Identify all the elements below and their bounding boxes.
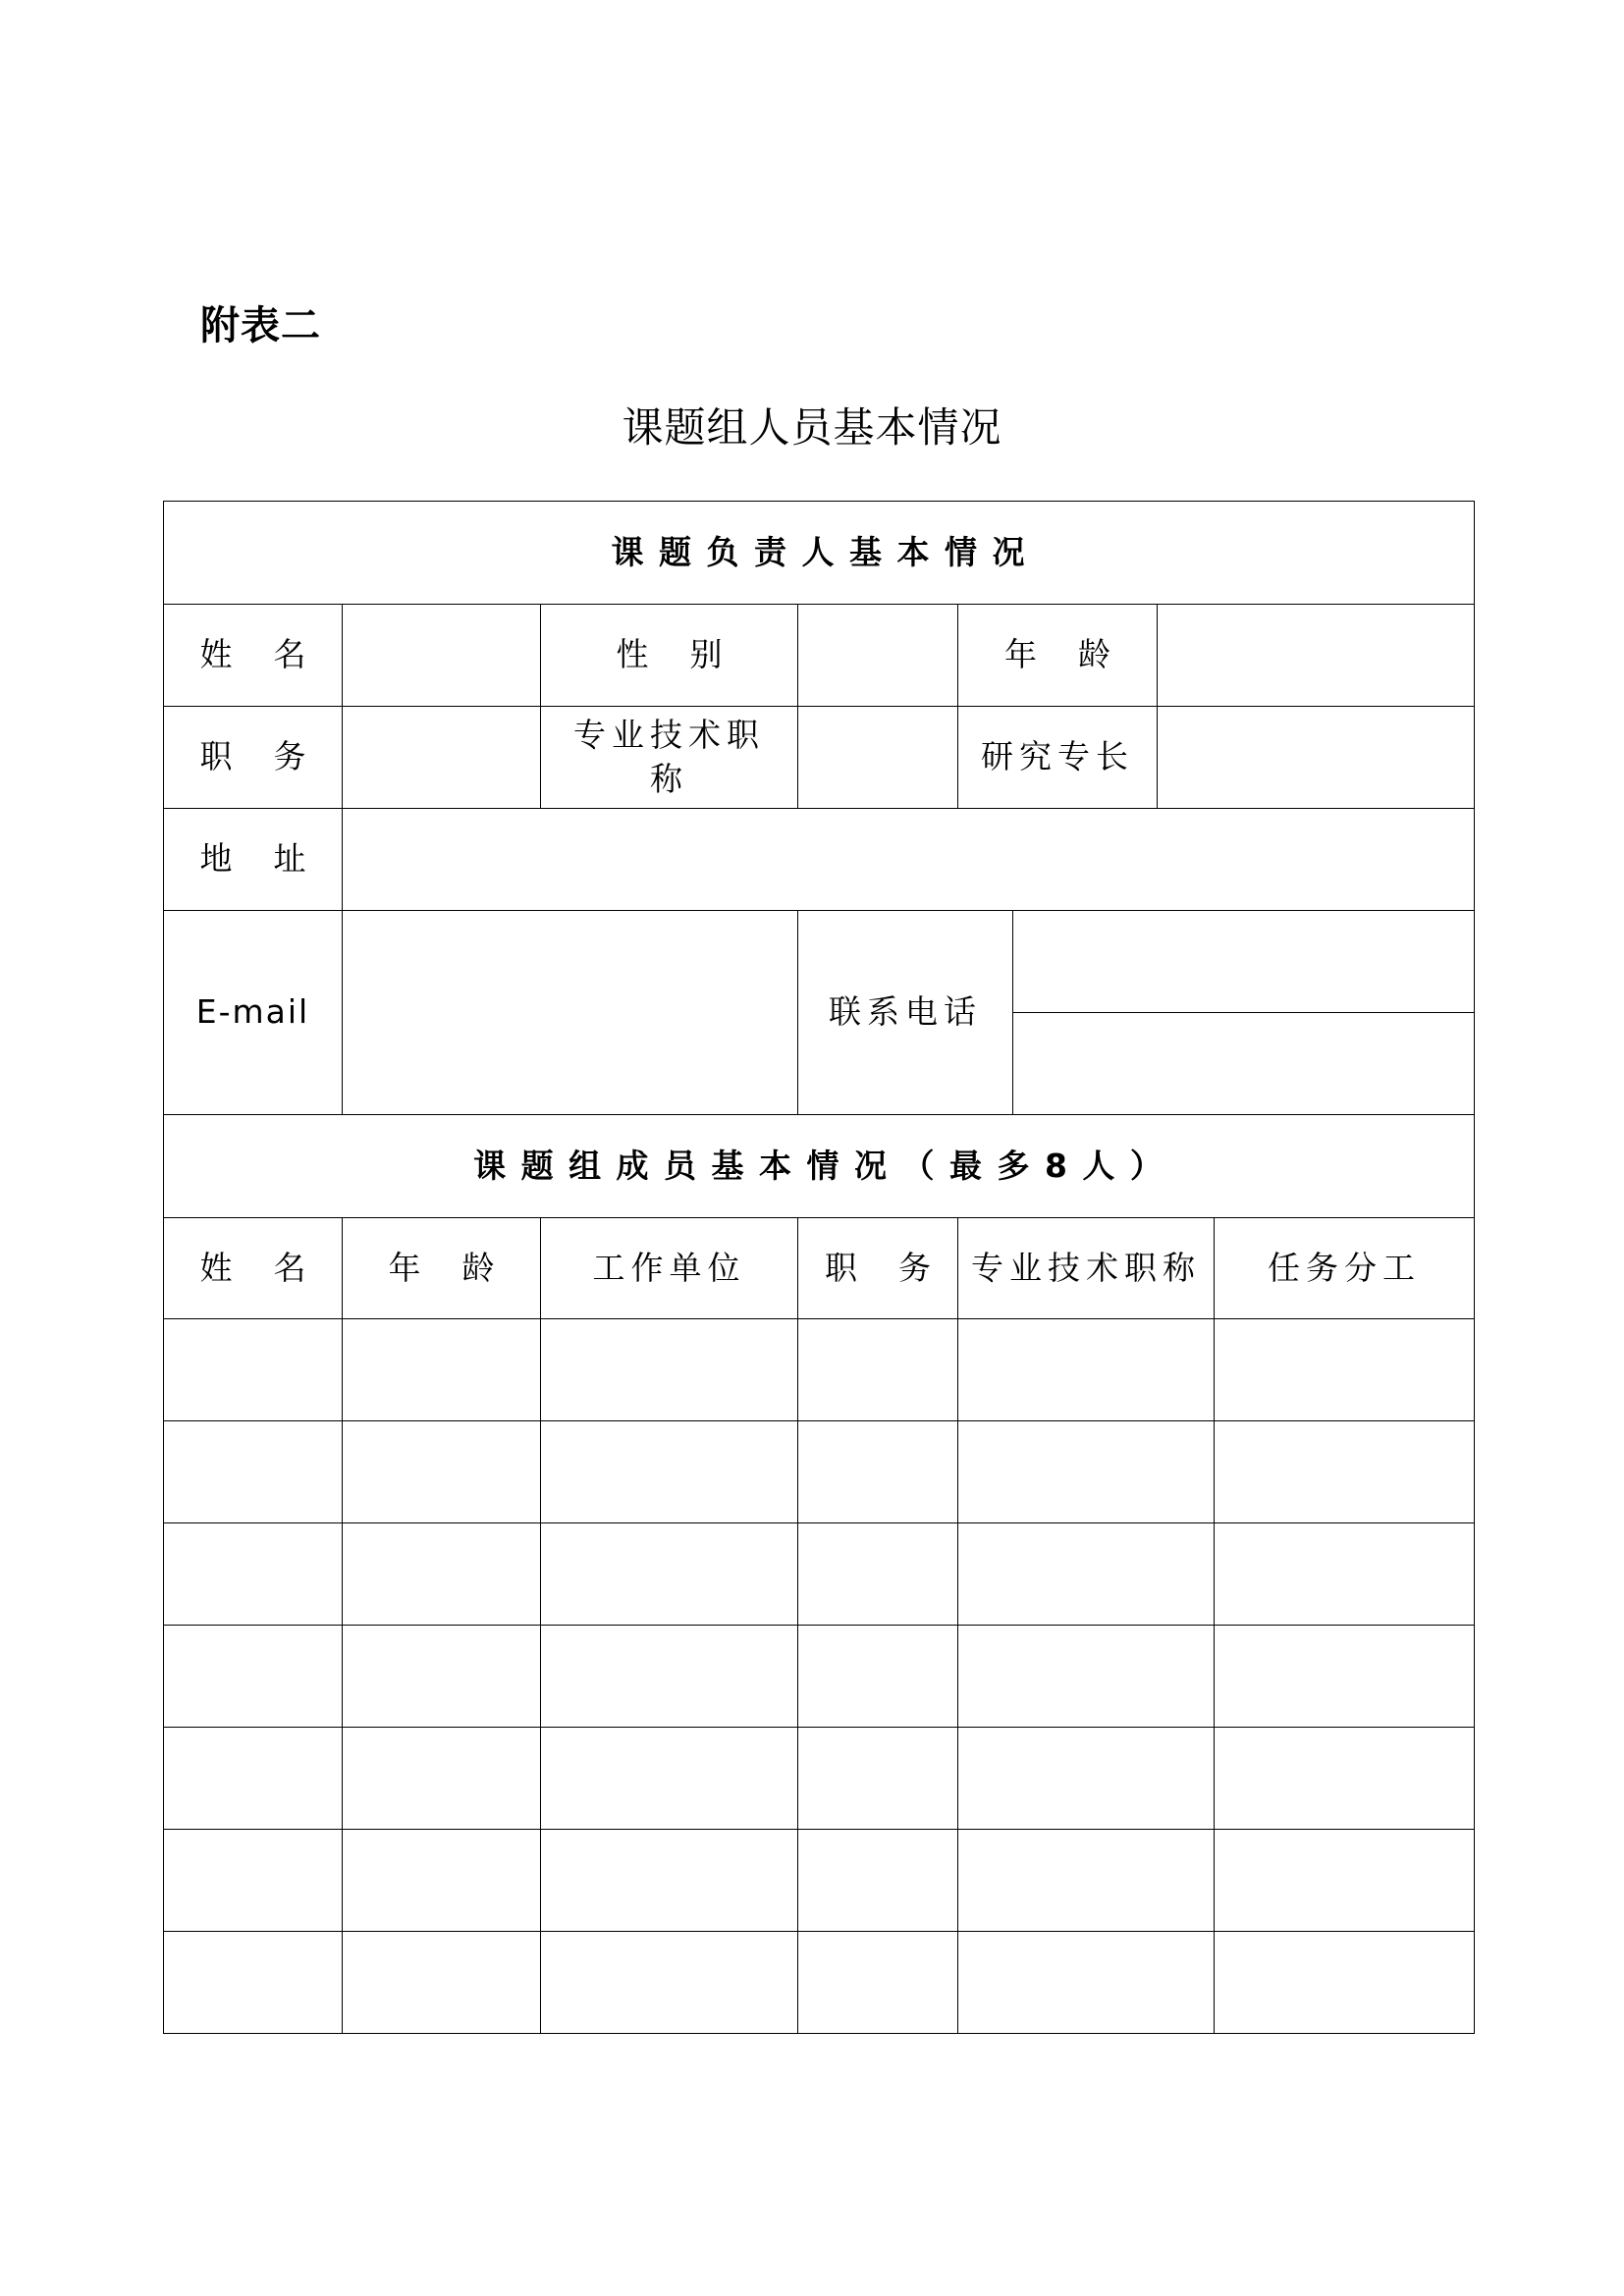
member-age-cell[interactable] bbox=[343, 1626, 541, 1728]
member-row bbox=[164, 1319, 1475, 1421]
member-position-cell[interactable] bbox=[798, 1932, 958, 2034]
member-tech-title-cell[interactable] bbox=[958, 1319, 1215, 1421]
leader-section-heading: 课 题 负 责 人 基 本 情 况 bbox=[164, 502, 1475, 605]
member-workplace-cell[interactable] bbox=[541, 1319, 798, 1421]
member-age-cell[interactable] bbox=[343, 1523, 541, 1626]
leader-gender-cell[interactable] bbox=[798, 605, 958, 707]
member-tech-title-cell[interactable] bbox=[958, 1932, 1215, 2034]
leader-research-label: 研究专长 bbox=[958, 707, 1158, 809]
members-section-heading: 课 题 组 成 员 基 本 情 况 （ 最 多 8 人 ） bbox=[164, 1115, 1475, 1218]
member-tech-title-cell[interactable] bbox=[958, 1728, 1215, 1830]
member-task-cell[interactable] bbox=[1215, 1728, 1475, 1830]
member-task-cell[interactable] bbox=[1215, 1421, 1475, 1523]
member-task-cell[interactable] bbox=[1215, 1932, 1475, 2034]
member-position-cell[interactable] bbox=[798, 1830, 958, 1932]
member-row bbox=[164, 1830, 1475, 1932]
member-row bbox=[164, 1728, 1475, 1830]
member-position-cell[interactable] bbox=[798, 1728, 958, 1830]
appendix-label: 附表二 bbox=[200, 303, 321, 348]
leader-address-label: 地 址 bbox=[164, 809, 343, 911]
member-workplace-cell[interactable] bbox=[541, 1830, 798, 1932]
leader-name-cell[interactable] bbox=[343, 605, 541, 707]
member-name-cell[interactable] bbox=[164, 1932, 343, 2034]
member-position-cell[interactable] bbox=[798, 1523, 958, 1626]
member-name-cell[interactable] bbox=[164, 1421, 343, 1523]
page-title: 课题组人员基本情况 bbox=[622, 403, 1002, 452]
col-header-age: 年 龄 bbox=[343, 1218, 541, 1319]
member-row bbox=[164, 1932, 1475, 2034]
member-position-cell[interactable] bbox=[798, 1319, 958, 1421]
col-header-tech-title: 专业技术职称 bbox=[958, 1218, 1215, 1319]
leader-position-label: 职 务 bbox=[164, 707, 343, 809]
member-workplace-cell[interactable] bbox=[541, 1626, 798, 1728]
leader-name-label: 姓 名 bbox=[164, 605, 343, 707]
member-name-cell[interactable] bbox=[164, 1626, 343, 1728]
leader-phone-cells bbox=[1013, 911, 1475, 1115]
member-workplace-cell[interactable] bbox=[541, 1932, 798, 2034]
member-position-cell[interactable] bbox=[798, 1421, 958, 1523]
leader-email-label: E-mail bbox=[164, 911, 343, 1115]
member-task-cell[interactable] bbox=[1215, 1626, 1475, 1728]
leader-email-cell[interactable] bbox=[343, 911, 798, 1115]
col-header-workplace: 工作单位 bbox=[541, 1218, 798, 1319]
personnel-form-table bbox=[163, 501, 1475, 2034]
member-name-cell[interactable] bbox=[164, 1319, 343, 1421]
member-workplace-cell[interactable] bbox=[541, 1421, 798, 1523]
leader-phone-cell-1[interactable] bbox=[1013, 911, 1474, 1013]
member-age-cell[interactable] bbox=[343, 1932, 541, 2034]
leader-tech-title-cell[interactable] bbox=[798, 707, 958, 809]
member-workplace-cell[interactable] bbox=[541, 1523, 798, 1626]
member-rows bbox=[164, 1319, 1475, 2034]
member-name-cell[interactable] bbox=[164, 1728, 343, 1830]
member-workplace-cell[interactable] bbox=[541, 1728, 798, 1830]
leader-age-cell[interactable] bbox=[1158, 605, 1475, 707]
member-tech-title-cell[interactable] bbox=[958, 1626, 1215, 1728]
member-age-cell[interactable] bbox=[343, 1319, 541, 1421]
member-name-cell[interactable] bbox=[164, 1523, 343, 1626]
member-age-cell[interactable] bbox=[343, 1421, 541, 1523]
member-task-cell[interactable] bbox=[1215, 1319, 1475, 1421]
leader-phone-cell-2[interactable] bbox=[1013, 1013, 1474, 1115]
leader-gender-label: 性 别 bbox=[541, 605, 798, 707]
col-header-position: 职 务 bbox=[798, 1218, 958, 1319]
member-row bbox=[164, 1421, 1475, 1523]
member-age-cell[interactable] bbox=[343, 1728, 541, 1830]
member-task-cell[interactable] bbox=[1215, 1523, 1475, 1626]
member-task-cell[interactable] bbox=[1215, 1830, 1475, 1932]
col-header-name: 姓 名 bbox=[164, 1218, 343, 1319]
member-row bbox=[164, 1626, 1475, 1728]
member-age-cell[interactable] bbox=[343, 1830, 541, 1932]
leader-tech-title-label: 专业技术职称 bbox=[541, 707, 798, 809]
col-header-task: 任务分工 bbox=[1215, 1218, 1475, 1319]
leader-address-cell[interactable] bbox=[343, 809, 1475, 911]
leader-research-cell[interactable] bbox=[1158, 707, 1475, 809]
leader-age-label: 年 龄 bbox=[958, 605, 1158, 707]
member-tech-title-cell[interactable] bbox=[958, 1830, 1215, 1932]
member-row bbox=[164, 1523, 1475, 1626]
leader-phone-label: 联系电话 bbox=[798, 911, 1013, 1115]
member-name-cell[interactable] bbox=[164, 1830, 343, 1932]
leader-position-cell[interactable] bbox=[343, 707, 541, 809]
member-tech-title-cell[interactable] bbox=[958, 1523, 1215, 1626]
member-tech-title-cell[interactable] bbox=[958, 1421, 1215, 1523]
member-position-cell[interactable] bbox=[798, 1626, 958, 1728]
